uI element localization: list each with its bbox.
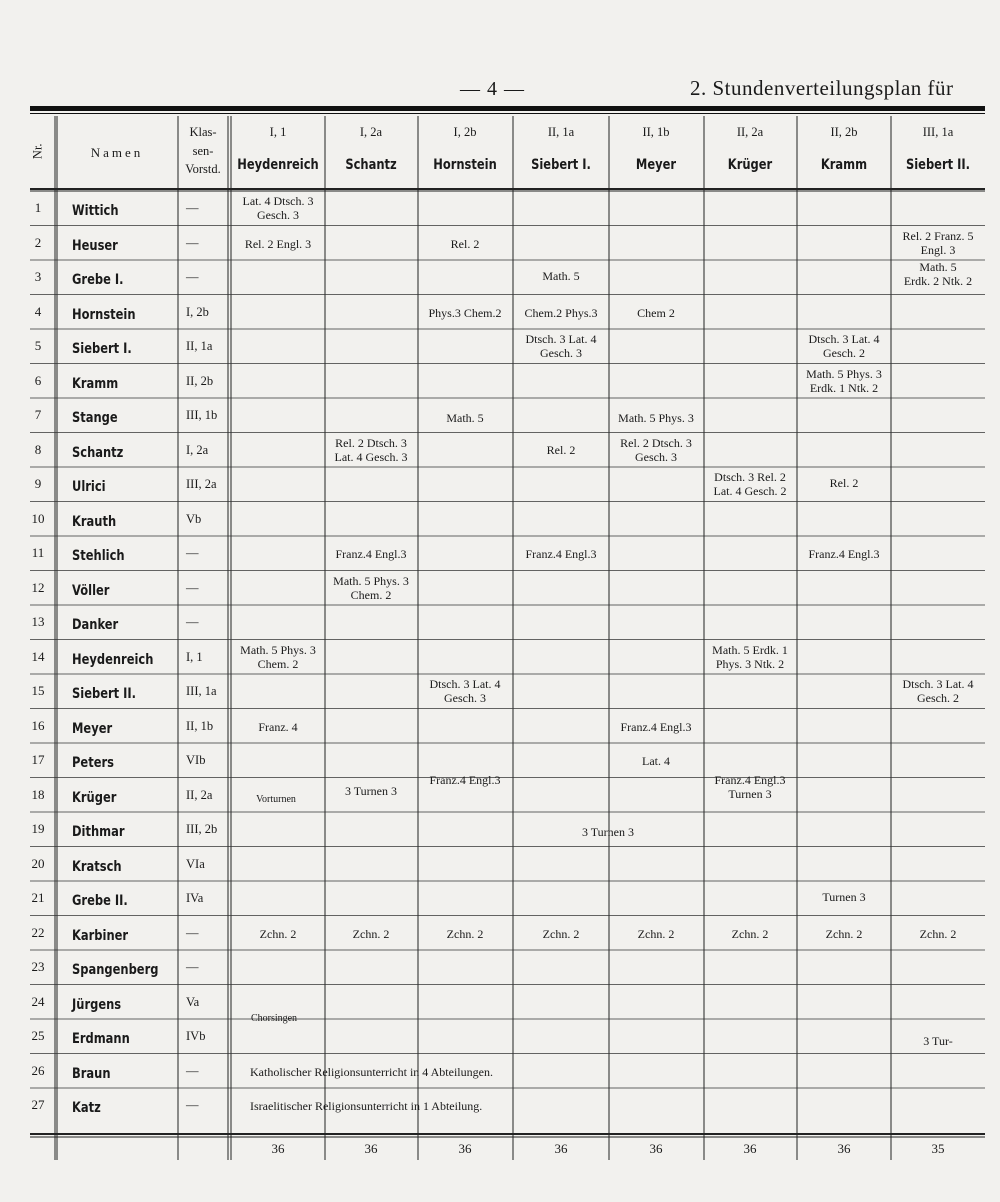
class-assignment: I, 2a bbox=[186, 442, 209, 457]
schedule-cell: Chem.2 Phys.3 bbox=[524, 305, 598, 320]
page-number: — 4 — bbox=[460, 78, 525, 100]
schedule-cell: Dtsch. 3 Lat. 4 bbox=[429, 677, 501, 691]
teacher-name: Braun bbox=[72, 1065, 111, 1082]
teacher-name: Katz bbox=[72, 1100, 101, 1117]
row-number: 19 bbox=[31, 821, 45, 837]
israelite-religion-note: Israelitischer Religionsunterricht in 1 Abteilung. bbox=[250, 1099, 483, 1113]
class-assignment: III, 1b bbox=[186, 408, 218, 423]
row-number: 8 bbox=[34, 441, 42, 457]
class-teacher: Hornstein bbox=[433, 157, 497, 173]
row-number: 21 bbox=[31, 890, 45, 906]
class-label: II, 2b bbox=[830, 125, 858, 139]
class-assignment: — bbox=[186, 546, 199, 561]
schedule-cell: Math. 5 bbox=[919, 260, 957, 274]
class-assignment: — bbox=[186, 235, 199, 250]
teacher-name: Schantz bbox=[72, 444, 124, 461]
class-teacher: Heydenreich bbox=[237, 157, 319, 173]
row-number: 9 bbox=[34, 476, 42, 492]
schedule-cell: Franz.4 Engl.3 bbox=[620, 719, 692, 734]
teacher-name: Hornstein bbox=[72, 306, 136, 323]
teacher-name: Heuser bbox=[72, 237, 118, 254]
header-klassen-3: Vorstd. bbox=[185, 162, 221, 176]
class-assignment: — bbox=[186, 925, 199, 940]
teacher-name: Erdmann bbox=[72, 1031, 130, 1048]
row-number: 23 bbox=[31, 959, 45, 975]
class-assignment: IVa bbox=[186, 891, 204, 906]
class-assignment: I, 2b bbox=[186, 304, 209, 319]
schedule-cell: Dtsch. 3 Lat. 4 bbox=[902, 677, 974, 691]
class-label: III, 1a bbox=[922, 125, 954, 139]
row-number: 12 bbox=[31, 579, 45, 595]
schedule-cell: Gesch. 2 bbox=[917, 691, 959, 705]
class-label: II, 1b bbox=[642, 125, 670, 139]
row-number: 10 bbox=[31, 510, 45, 526]
schedule-cell: Rel. 2 bbox=[450, 236, 480, 251]
class-assignment: — bbox=[186, 1098, 199, 1113]
schedule-cell: Franz.4 Engl.3 bbox=[429, 772, 501, 787]
header-nr: Nr. bbox=[30, 143, 45, 160]
schedule-cell: Phys. 3 Ntk. 2 bbox=[715, 656, 785, 671]
row-number: 27 bbox=[31, 1097, 45, 1113]
class-assignment: — bbox=[186, 270, 199, 285]
class-label: II, 1a bbox=[547, 125, 575, 139]
drawing-cell: Zchn. 2 bbox=[825, 926, 863, 941]
teacher-name: Krauth bbox=[72, 513, 117, 530]
schedule-cell: Lat. 4 bbox=[642, 754, 670, 768]
schedule-cell: Franz.4 Engl.3 bbox=[714, 772, 786, 787]
class-teacher: Meyer bbox=[635, 157, 677, 173]
row-number: 16 bbox=[31, 717, 45, 733]
catholic-religion-note: Katholischer Religionsunterricht in 4 Abteilungen. bbox=[250, 1064, 493, 1079]
column-total: 36 bbox=[554, 1141, 568, 1156]
schedule-cell: Rel. 2 bbox=[546, 442, 576, 457]
schedule-cell: Math. 5 Phys. 3 bbox=[240, 642, 316, 657]
class-assignment: III, 2b bbox=[186, 822, 218, 837]
teacher-name: Meyer bbox=[72, 720, 113, 737]
class-assignment: II, 2a bbox=[186, 787, 213, 802]
class-assignment: VIa bbox=[186, 856, 205, 871]
class-teacher: Siebert I. bbox=[531, 157, 591, 173]
class-assignment: I, 1 bbox=[186, 649, 203, 664]
teacher-name: Spangenberg bbox=[72, 962, 159, 979]
schedule-cell: Rel. 2 bbox=[829, 476, 859, 490]
schedule-cell: Math. 5 bbox=[446, 411, 484, 425]
drawing-cell: Zchn. 2 bbox=[352, 926, 390, 941]
schedule-cell: Rel. 2 Dtsch. 3 bbox=[620, 435, 692, 450]
class-assignment: Va bbox=[186, 994, 200, 1009]
teacher-name: Wittich bbox=[72, 203, 119, 220]
schedule-cell: Math. 5 bbox=[542, 269, 580, 283]
class-label: I, 2b bbox=[453, 125, 477, 139]
teacher-name: Heydenreich bbox=[72, 651, 154, 668]
row-number: 1 bbox=[34, 200, 42, 216]
class-assignment: III, 1a bbox=[186, 684, 217, 699]
row-number: 3 bbox=[34, 269, 42, 285]
class-assignment: III, 2a bbox=[186, 477, 217, 492]
drawing-cell: Zchn. 2 bbox=[446, 926, 484, 941]
column-total: 36 bbox=[364, 1141, 378, 1156]
class-assignment: II, 1a bbox=[186, 339, 213, 354]
teacher-name: Stehlich bbox=[72, 548, 125, 565]
row-number: 24 bbox=[31, 993, 45, 1009]
row-number: 18 bbox=[31, 786, 45, 802]
schedule-cell: Gesch. 3 bbox=[635, 449, 677, 464]
schedule-cell: Rel. 2 Franz. 5 bbox=[902, 228, 974, 243]
drawing-cell: Zchn. 2 bbox=[542, 926, 580, 941]
row-number: 20 bbox=[31, 855, 45, 871]
row-number: 5 bbox=[34, 338, 42, 354]
drawing-cell: Zchn. 2 bbox=[637, 926, 675, 941]
schedule-cell: Dtsch. 3 Lat. 4 bbox=[525, 332, 597, 346]
schedule-cell: Gesch. 2 bbox=[823, 346, 865, 360]
schedule-cell: Phys.3 Chem.2 bbox=[428, 305, 502, 320]
schedule-cell: Lat. 4 Gesch. 2 bbox=[713, 484, 787, 498]
class-assignment: IVb bbox=[186, 1029, 206, 1044]
chorsingen-label: Chorsingen bbox=[250, 1013, 298, 1024]
row-number: 17 bbox=[31, 752, 45, 768]
schedule-cell: Chem 2 bbox=[637, 305, 675, 320]
row-number: 7 bbox=[34, 407, 42, 423]
column-total: 36 bbox=[458, 1141, 472, 1156]
schedule-cell: Lat. 4 Dtsch. 3 bbox=[242, 194, 314, 208]
schedule-cell: Erdk. 1 Ntk. 2 bbox=[809, 380, 879, 395]
schedule-cell: Math. 5 Erdk. 1 bbox=[712, 642, 788, 657]
vorturnen-label: Vorturnen bbox=[256, 793, 296, 805]
schedule-cell: Math. 5 Phys. 3 bbox=[618, 411, 694, 425]
class-assignment: II, 2b bbox=[186, 373, 214, 388]
header-klassen-2: sen- bbox=[192, 144, 214, 158]
schedule-cell: Rel. 2 Engl. 3 bbox=[244, 236, 312, 251]
column-total: 36 bbox=[271, 1141, 285, 1156]
class-assignment: — bbox=[186, 201, 199, 216]
column-total: 35 bbox=[931, 1141, 945, 1156]
row-number: 6 bbox=[34, 372, 42, 388]
row-number: 26 bbox=[31, 1062, 45, 1078]
teacher-name: Grebe I. bbox=[72, 272, 124, 289]
class-label: I, 2a bbox=[359, 125, 383, 139]
schedule-cell: Dtsch. 3 Rel. 2 bbox=[714, 470, 786, 484]
teacher-name: Peters bbox=[72, 755, 114, 772]
schedule-cell: Franz.4 Engl.3 bbox=[808, 547, 880, 561]
drawing-cell: Zchn. 2 bbox=[919, 926, 957, 941]
row-number: 15 bbox=[31, 683, 45, 699]
teacher-name: Ulrici bbox=[72, 479, 106, 496]
teacher-name: Krüger bbox=[72, 789, 117, 806]
teacher-name: Jürgens bbox=[72, 996, 122, 1013]
schedule-cell: Erdk. 2 Ntk. 2 bbox=[903, 274, 973, 288]
schedule-cell: Dtsch. 3 Lat. 4 bbox=[808, 332, 880, 346]
class-teacher: Schantz bbox=[345, 157, 397, 173]
teacher-name: Völler bbox=[72, 582, 110, 599]
class-assignment: II, 1b bbox=[186, 718, 214, 733]
row-number: 11 bbox=[31, 545, 45, 561]
teacher-name: Karbiner bbox=[72, 927, 129, 944]
schedule-cell: Math. 5 Phys. 3 bbox=[806, 366, 882, 381]
row-number: 22 bbox=[31, 924, 45, 940]
schedule-cell: Chem. 2 bbox=[350, 587, 392, 602]
schedule-cell: Gesch. 3 bbox=[540, 346, 582, 360]
schedule-cell: Turnen 3 bbox=[822, 890, 866, 904]
class-assignment: — bbox=[186, 960, 199, 975]
teacher-name: Kratsch bbox=[72, 858, 122, 875]
class-label: II, 2a bbox=[736, 125, 764, 139]
schedule-cell: Gesch. 3 bbox=[444, 691, 486, 705]
row-number: 2 bbox=[34, 234, 42, 250]
teacher-name: Stange bbox=[72, 410, 118, 427]
schedule-cell: Chem. 2 bbox=[257, 656, 299, 671]
teacher-name: Kramm bbox=[72, 375, 119, 392]
schedule-cell: Math. 5 Phys. 3 bbox=[333, 573, 409, 588]
column-total: 36 bbox=[837, 1141, 851, 1156]
column-total: 36 bbox=[649, 1141, 663, 1156]
schedule-cell: Gesch. 3 bbox=[257, 208, 299, 222]
schedule-cell: Franz. 4 bbox=[258, 719, 298, 734]
schedule-cell: Turnen 3 bbox=[728, 786, 772, 801]
schedule-cell: Lat. 4 Gesch. 3 bbox=[334, 449, 408, 464]
class-teacher: Siebert II. bbox=[905, 157, 971, 173]
drawing-cell: Zchn. 2 bbox=[259, 926, 297, 941]
row-number: 13 bbox=[31, 614, 45, 630]
turnen-label: 3 Turnen 3 bbox=[581, 825, 635, 839]
teacher-name: Danker bbox=[72, 617, 119, 634]
class-teacher: Kramm bbox=[820, 157, 868, 173]
class-assignment: — bbox=[186, 580, 199, 595]
class-assignment: Vb bbox=[186, 511, 202, 526]
class-assignment: — bbox=[186, 1063, 199, 1078]
teacher-name: Siebert I. bbox=[72, 341, 132, 358]
teacher-name: Grebe II. bbox=[72, 893, 128, 910]
schedule-cell: Engl. 3 bbox=[920, 242, 956, 257]
row-number: 4 bbox=[34, 303, 42, 319]
row-number: 25 bbox=[31, 1028, 45, 1044]
teacher-name: Siebert II. bbox=[72, 686, 137, 703]
schedule-cell: 3 Tur- bbox=[923, 1034, 953, 1048]
page-title: 2. Stundenverteilungsplan für bbox=[690, 76, 954, 100]
schedule-cell: Franz.4 Engl.3 bbox=[335, 547, 407, 561]
row-number: 14 bbox=[31, 648, 45, 664]
drawing-cell: Zchn. 2 bbox=[731, 926, 769, 941]
class-label: I, 1 bbox=[269, 125, 287, 139]
schedule-cell: Rel. 2 Dtsch. 3 bbox=[335, 435, 407, 450]
teacher-name: Dithmar bbox=[72, 824, 125, 841]
header-name: Namen bbox=[90, 145, 144, 160]
class-assignment: VIb bbox=[186, 753, 206, 768]
header-klassen-1: Klas- bbox=[189, 125, 217, 139]
class-teacher: Krüger bbox=[727, 157, 773, 173]
schedule-cell: Franz.4 Engl.3 bbox=[525, 547, 597, 561]
schedule-cell: 3 Turnen 3 bbox=[344, 783, 398, 798]
class-assignment: — bbox=[186, 615, 199, 630]
column-total: 36 bbox=[743, 1141, 757, 1156]
